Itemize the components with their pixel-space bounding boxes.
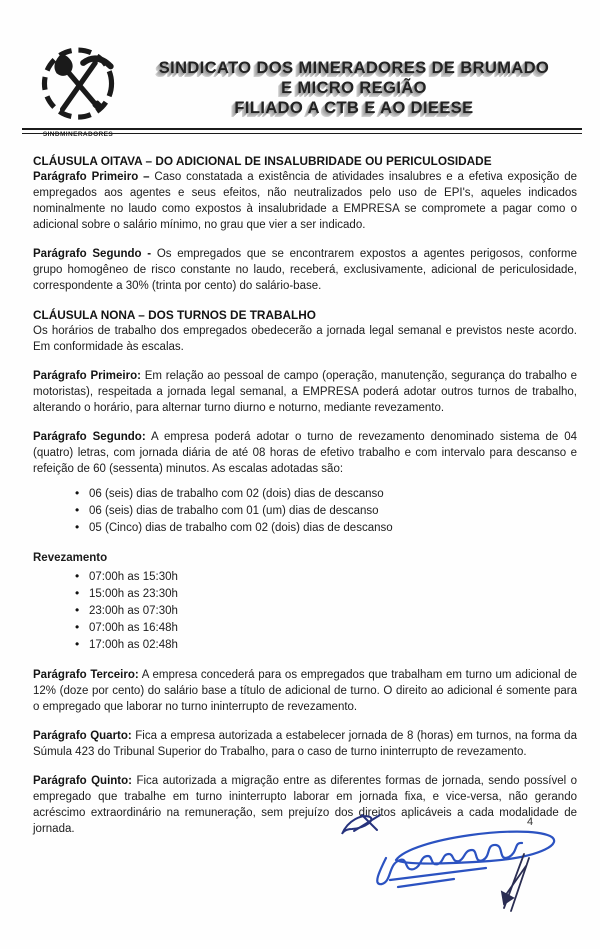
paragraph-text: A empresa concederá para os empregados que trabalham em turno um adicional de 12% (doze por cento) do salário base a título de adicional de turno. O direito ao adicional é somente para o empregado que laborar no turno ininterrupto de revezamento.	[33, 669, 578, 713]
clause-8-heading: CLÁUSULA OITAVA – DO ADICIONAL DE INSALUBRIDADE OU PERICULOSIDADE	[33, 154, 492, 168]
clause-8-paragraph-2	[33, 246, 577, 294]
signature-initials-ink	[342, 815, 380, 834]
page-number: 4	[527, 816, 534, 828]
list-item: • 07:00h as 16:48h	[75, 620, 577, 636]
revezamento-list	[33, 569, 577, 653]
list-item: • 17:00h as 02:48h	[75, 637, 577, 653]
list-item: • 23:00h as 07:30h	[75, 603, 577, 619]
signature-main-ink	[377, 832, 554, 887]
list-item: • 06 (seis) dias de trabalho com 02 (dois) dias de descanso	[75, 486, 577, 502]
header-divider	[22, 128, 582, 134]
logo-caption: SINDMINERADORES	[42, 131, 114, 138]
paragraph-label: Parágrafo Segundo:	[33, 431, 146, 443]
list-item: • 15:00h as 23:30h	[75, 586, 577, 602]
handwritten-signatures	[328, 808, 583, 938]
paragraph-label: Parágrafo Primeiro:	[33, 370, 141, 382]
paragraph-text: Fica autorizada a migração entre as diferentes formas de jornada, sendo possível o empregado que trabalhe em turno ininterrupto laborar em jornada fixa, e vice-versa, não gerando acréscimo extraordinário na remuneração, sem prejuízo dos direitos aplicáveis a cada modalidade de jornada.	[33, 775, 577, 835]
pickaxe-shovel-icon	[35, 44, 121, 130]
paragraph-text: A empresa poderá adotar o turno de revezamento denominado sistema de 04 (quatro) letras, com jornada diária de até 08 horas de efetivo trabalho e com intervalo para descanso e refeição de 60 (sessenta) minutos. As escalas adotadas são:	[33, 431, 577, 475]
list-item: • 07:00h as 15:30h	[75, 569, 577, 585]
letterhead-titles	[130, 44, 578, 118]
paragraph-text: Fica a empresa autorizada a estabelecer jornada de 8 (horas) em turnos, na forma da Súmula 423 do Tribunal Superior do Trabalho, para o caso de turno ininterrupto de revezamento.	[33, 730, 577, 758]
clause-9-paragraph-2	[33, 429, 577, 477]
paragraph-text: Em relação ao pessoal de campo (operação, manutenção, segurança do trabalho e motoristas), respeitada a jornada legal semanal, a EMPRESA poderá adotar outros turnos de trabalho, alterando o horário, para alternar turno diurno e noturno, mediante revezamento.	[33, 370, 578, 414]
clause-8-paragraph-1	[33, 169, 577, 233]
signature-slash-ink	[502, 854, 529, 911]
work-scale-list	[33, 486, 577, 536]
clause-9-paragraph-1	[33, 368, 577, 416]
paragraph-label: Parágrafo Quinto:	[33, 775, 132, 787]
clause-9-paragraph-3	[33, 667, 577, 715]
paragraph-label: Parágrafo Segundo -	[33, 248, 152, 260]
list-item: • 06 (seis) dias de trabalho com 01 (um) dias de descanso	[75, 503, 577, 519]
header-title-line-3: FILIADO A CTB E AO DIEESE	[234, 99, 474, 117]
clause-9-intro: Os horários de trabalho dos empregados obedecerão a jornada legal semanal e previstos neste acordo. Em conformidade às escalas.	[33, 325, 577, 353]
clause-9-paragraph-4	[33, 728, 577, 760]
paragraph-label: Parágrafo Quarto:	[33, 730, 132, 742]
header-title-line-2: E MICRO REGIÃO	[281, 79, 427, 97]
header-title-line-1: SINDICATO DOS MINERADORES DE BRUMADO	[158, 59, 550, 77]
paragraph-text: Caso constatada a existência de atividades insalubres e a efetiva exposição de empregados aos agentes e seus efeitos, não neutralizados pelo uso de EPI's, aqueles indicados nominalmente no laudo como expostos à insalubridade a EMPRESA se compromete a pagar como o adicional sobre o salário mínimo, no grau que vier a ser indicado.	[33, 171, 577, 231]
paragraph-label: Parágrafo Primeiro –	[33, 171, 150, 183]
union-logo	[26, 44, 130, 138]
revezamento-heading: Revezamento	[33, 552, 108, 564]
letterhead	[26, 44, 578, 138]
paragraph-label: Parágrafo Terceiro:	[33, 669, 139, 681]
paragraph-text: Os empregados que se encontrarem expostos a agentes perigosos, conforme grupo homogêneo de risco constante no laudo, receberá, exclusivamente, adicional de periculosidade, correspondente a 30% (trinta por cento) do salário-base.	[33, 248, 577, 292]
list-item: • 05 (Cinco) dias de trabalho com 02 (dois) dias de descanso	[75, 520, 577, 536]
document-body	[33, 153, 577, 837]
clause-9-heading: CLÁUSULA NONA – DOS TURNOS DE TRABALHO	[33, 308, 316, 322]
